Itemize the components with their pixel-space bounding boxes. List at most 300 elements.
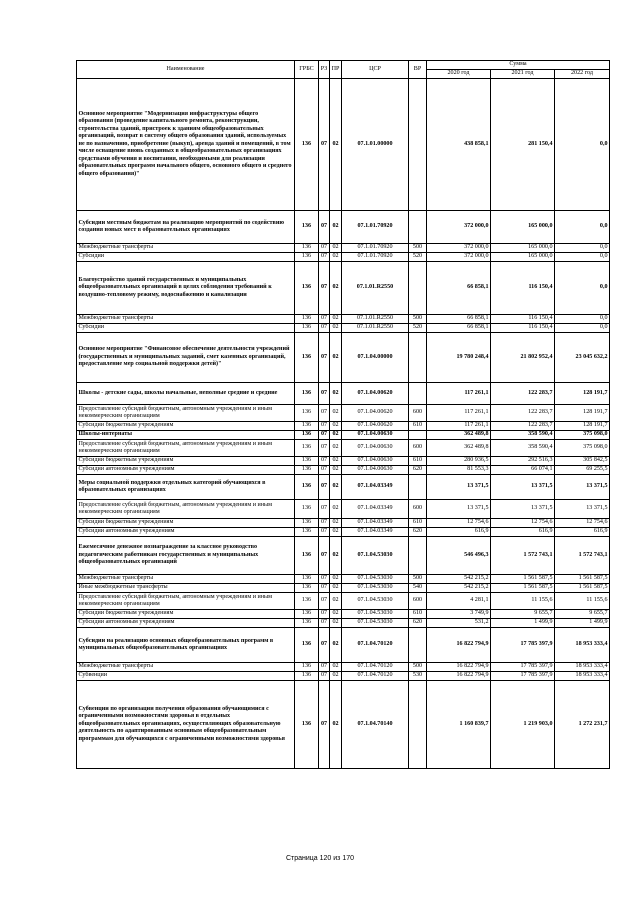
- row-grbs: 136: [295, 500, 319, 519]
- row-pr: 02: [330, 610, 342, 619]
- row-name: Предоставление субсидий бюджетным, автономным учреждениям и иным некоммерческим организациям: [77, 440, 295, 457]
- row-grbs: 136: [295, 628, 319, 663]
- row-grbs: 136: [295, 315, 319, 324]
- row-value-2022: 616,9: [555, 528, 610, 537]
- row-pr: 02: [330, 253, 342, 262]
- header-name: Наименование: [77, 61, 295, 79]
- row-value-2021: 281 150,4: [491, 79, 555, 211]
- row-value-2022: 375 098,0: [555, 440, 610, 457]
- row-rz: 07: [319, 262, 330, 315]
- header-grbs: ГРБС: [295, 61, 319, 79]
- header-sum: Сумма: [427, 61, 610, 70]
- row-name: Ежемесячное денежное вознаграждение за классное руководство педагогическим работникам государственных и муниципальных общеобразовательных организаций: [77, 537, 295, 575]
- row-value-2022: 0,0: [555, 324, 610, 333]
- table-row: [77, 383, 610, 405]
- row-pr: 02: [330, 315, 342, 324]
- row-vr: 610: [409, 610, 427, 619]
- row-grbs: 136: [295, 475, 319, 500]
- row-name: Школы-интернаты: [77, 431, 295, 440]
- row-pr: 02: [330, 457, 342, 466]
- row-rz: 07: [319, 211, 330, 244]
- header-year-2020: 2020 год: [427, 70, 491, 79]
- row-vr: 520: [409, 253, 427, 262]
- row-value-2021: 1 561 587,5: [491, 584, 555, 593]
- table-row: [77, 593, 610, 610]
- budget-table: [76, 60, 610, 769]
- row-grbs: 136: [295, 575, 319, 584]
- row-csr: 07.1.04.03349: [342, 528, 409, 537]
- row-pr: 02: [330, 333, 342, 383]
- row-value-2021: 1 499,9: [491, 619, 555, 628]
- row-value-2020: 66 858,1: [427, 262, 491, 315]
- row-vr: 610: [409, 422, 427, 431]
- row-name: Субсидии местным бюджетам на реализацию мероприятий по содействию создания новых мест в образовательных организациях: [77, 211, 295, 244]
- row-pr: 02: [330, 672, 342, 681]
- row-csr: 07.1.04.03349: [342, 500, 409, 519]
- row-csr: 07.1.04.70120: [342, 663, 409, 672]
- row-value-2022: 18 953 333,4: [555, 628, 610, 663]
- row-value-2020: 372 000,0: [427, 211, 491, 244]
- row-name: Субвенции по организации получения образования обучающимися с ограниченными возможностями здоровья в отдельных общеобразовательных организациях, осуществляющих образовательную деятельность по адаптированным основным общеобразовательным программам для обучающихся с ограниченными возможностями здоровья: [77, 681, 295, 769]
- row-csr: 07.1.01.R2550: [342, 262, 409, 315]
- row-name: Субсидии на реализацию основных общеобразовательных программ в муниципальных общеобразовательных организациях: [77, 628, 295, 663]
- row-vr: 500: [409, 315, 427, 324]
- row-value-2020: 362 489,8: [427, 440, 491, 457]
- row-csr: 07.1.04.53030: [342, 619, 409, 628]
- table-row: [77, 457, 610, 466]
- row-pr: 02: [330, 584, 342, 593]
- row-value-2021: 66 074,1: [491, 466, 555, 475]
- row-csr: 07.1.04.53030: [342, 593, 409, 610]
- row-csr: 07.1.04.00620: [342, 422, 409, 431]
- row-value-2020: 4 281,1: [427, 593, 491, 610]
- row-value-2020: 13 371,5: [427, 475, 491, 500]
- table-row: [77, 211, 610, 244]
- row-vr: 600: [409, 405, 427, 422]
- table-row: [77, 584, 610, 593]
- row-value-2022: 12 754,6: [555, 519, 610, 528]
- row-vr: 610: [409, 519, 427, 528]
- row-rz: 07: [319, 672, 330, 681]
- row-vr: [409, 79, 427, 211]
- row-name: Субсидии бюджетным учреждениям: [77, 610, 295, 619]
- row-name: Основное мероприятие "Финансовое обеспечение деятельности учреждений (государственных и муниципальных заданий, смет казенных организаций, предоставление мер социальной поддержки детей)": [77, 333, 295, 383]
- row-grbs: 136: [295, 619, 319, 628]
- row-name: Иные межбюджетные трансферты: [77, 584, 295, 593]
- header-year-2021: 2021 год: [491, 70, 555, 79]
- row-vr: 620: [409, 466, 427, 475]
- row-rz: 07: [319, 575, 330, 584]
- row-value-2021: 165 000,0: [491, 253, 555, 262]
- row-vr: 600: [409, 440, 427, 457]
- row-value-2021: 1 561 587,5: [491, 575, 555, 584]
- row-value-2020: 542 215,2: [427, 584, 491, 593]
- row-rz: 07: [319, 593, 330, 610]
- row-value-2022: 128 191,7: [555, 405, 610, 422]
- row-pr: 02: [330, 211, 342, 244]
- row-grbs: 136: [295, 324, 319, 333]
- row-csr: 07.1.04.03349: [342, 475, 409, 500]
- row-value-2020: 16 822 794,9: [427, 672, 491, 681]
- row-value-2021: 17 785 397,9: [491, 663, 555, 672]
- row-pr: 02: [330, 619, 342, 628]
- row-value-2022: 1 561 587,5: [555, 575, 610, 584]
- table-row: [77, 422, 610, 431]
- row-rz: 07: [319, 500, 330, 519]
- row-value-2021: 9 655,7: [491, 610, 555, 619]
- row-grbs: 136: [295, 262, 319, 315]
- row-grbs: 136: [295, 211, 319, 244]
- row-pr: 02: [330, 628, 342, 663]
- table-row: [77, 440, 610, 457]
- row-name: Предоставление субсидий бюджетным, автономным учреждениям и иным некоммерческим организациям: [77, 500, 295, 519]
- row-rz: 07: [319, 440, 330, 457]
- row-name: Благоустройство зданий государственных и муниципальных общеобразовательных организаций в целях соблюдения требований к воздушно-тепловому режиму, водоснабжению и канализации: [77, 262, 295, 315]
- row-grbs: 136: [295, 383, 319, 405]
- row-vr: [409, 537, 427, 575]
- row-value-2021: 12 754,6: [491, 519, 555, 528]
- row-value-2021: 116 150,4: [491, 324, 555, 333]
- row-grbs: 136: [295, 519, 319, 528]
- row-value-2021: 358 590,4: [491, 431, 555, 440]
- row-pr: 02: [330, 262, 342, 315]
- row-csr: 07.1.04.00000: [342, 333, 409, 383]
- row-csr: 07.1.04.00620: [342, 405, 409, 422]
- row-rz: 07: [319, 475, 330, 500]
- table-row: [77, 575, 610, 584]
- table-row: [77, 253, 610, 262]
- row-csr: 07.1.04.53030: [342, 575, 409, 584]
- row-name: Межбюджетные трансферты: [77, 663, 295, 672]
- row-rz: 07: [319, 528, 330, 537]
- row-value-2022: 69 255,5: [555, 466, 610, 475]
- row-name: Субсидии автономным учреждениям: [77, 619, 295, 628]
- row-csr: 07.1.04.00630: [342, 431, 409, 440]
- table-row: [77, 672, 610, 681]
- row-rz: 07: [319, 315, 330, 324]
- table-row: [77, 244, 610, 253]
- row-grbs: 136: [295, 431, 319, 440]
- row-value-2022: 11 155,6: [555, 593, 610, 610]
- row-csr: 07.1.01.00000: [342, 79, 409, 211]
- row-value-2022: 0,0: [555, 79, 610, 211]
- row-csr: 07.1.01.R2550: [342, 315, 409, 324]
- table-row: [77, 466, 610, 475]
- row-grbs: 136: [295, 663, 319, 672]
- row-rz: 07: [319, 79, 330, 211]
- row-name: Субсидии автономным учреждениям: [77, 466, 295, 475]
- row-value-2021: 165 000,0: [491, 211, 555, 244]
- row-rz: 07: [319, 383, 330, 405]
- row-name: Основное мероприятие "Модернизация инфраструктуры общего образования (проведение капитального ремонта, реконструкции, строительства зданий, пристроек к зданиям общеобразовательных организаций, возврат в систему общего образования зданий, используемых не по назначению, приобретение (выкуп), аренда зданий и помещений, в том числе оснащение вновь созданных в общеобразовательных организациях средствами обучения и воспитания, необходимыми для реализации образовательных программ начального общего, основного общего и среднего общего образования)": [77, 79, 295, 211]
- row-value-2020: 362 489,8: [427, 431, 491, 440]
- row-grbs: 136: [295, 253, 319, 262]
- row-name: Предоставление субсидий бюджетным, автономным учреждениям и иным некоммерческим организациям: [77, 405, 295, 422]
- row-vr: 530: [409, 672, 427, 681]
- row-grbs: 136: [295, 528, 319, 537]
- row-rz: 07: [319, 324, 330, 333]
- row-value-2022: 0,0: [555, 211, 610, 244]
- row-pr: 02: [330, 537, 342, 575]
- table-row: [77, 537, 610, 575]
- row-grbs: 136: [295, 537, 319, 575]
- row-value-2022: 1 561 587,5: [555, 584, 610, 593]
- row-pr: 02: [330, 422, 342, 431]
- row-value-2020: 66 858,1: [427, 315, 491, 324]
- table-row: [77, 681, 610, 769]
- row-name: Субсидии бюджетным учреждениям: [77, 422, 295, 431]
- row-rz: 07: [319, 466, 330, 475]
- row-pr: 02: [330, 681, 342, 769]
- table-row: [77, 528, 610, 537]
- row-rz: 07: [319, 537, 330, 575]
- row-name: Школы - детские сады, школы начальные, неполные средние и средние: [77, 383, 295, 405]
- table-row: [77, 610, 610, 619]
- row-value-2020: 372 000,0: [427, 253, 491, 262]
- row-value-2022: 1 499,9: [555, 619, 610, 628]
- row-grbs: 136: [295, 79, 319, 211]
- row-pr: 02: [330, 431, 342, 440]
- row-name: Субвенции: [77, 672, 295, 681]
- row-value-2021: 358 590,4: [491, 440, 555, 457]
- row-rz: 07: [319, 663, 330, 672]
- row-value-2022: 13 371,5: [555, 500, 610, 519]
- header-vr: ВР: [409, 61, 427, 79]
- row-grbs: 136: [295, 457, 319, 466]
- row-csr: 07.1.01.70920: [342, 253, 409, 262]
- row-csr: 07.1.01.70920: [342, 244, 409, 253]
- row-vr: [409, 681, 427, 769]
- row-grbs: 136: [295, 405, 319, 422]
- row-csr: 07.1.04.53030: [342, 610, 409, 619]
- table-row: [77, 475, 610, 500]
- row-rz: 07: [319, 244, 330, 253]
- row-value-2020: 117 261,1: [427, 383, 491, 405]
- row-value-2021: 13 371,5: [491, 475, 555, 500]
- row-csr: 07.1.04.00630: [342, 466, 409, 475]
- row-value-2021: 122 283,7: [491, 383, 555, 405]
- row-vr: [409, 628, 427, 663]
- row-value-2022: 0,0: [555, 315, 610, 324]
- row-value-2020: 546 496,3: [427, 537, 491, 575]
- row-value-2021: 17 785 397,9: [491, 672, 555, 681]
- row-value-2020: 13 371,5: [427, 500, 491, 519]
- row-vr: [409, 475, 427, 500]
- row-vr: [409, 211, 427, 244]
- row-vr: 600: [409, 593, 427, 610]
- row-pr: 02: [330, 466, 342, 475]
- row-value-2021: 21 802 952,4: [491, 333, 555, 383]
- row-value-2021: 11 155,6: [491, 593, 555, 610]
- table-row: [77, 500, 610, 519]
- row-csr: 07.1.01.R2550: [342, 324, 409, 333]
- table-row: [77, 405, 610, 422]
- row-value-2021: 1 219 903,0: [491, 681, 555, 769]
- row-vr: 500: [409, 244, 427, 253]
- table-row: [77, 79, 610, 211]
- row-name: Субсидии: [77, 253, 295, 262]
- row-rz: 07: [319, 681, 330, 769]
- row-value-2022: 128 191,7: [555, 383, 610, 405]
- row-grbs: 136: [295, 672, 319, 681]
- row-value-2022: 0,0: [555, 253, 610, 262]
- row-csr: 07.1.04.00630: [342, 440, 409, 457]
- row-value-2022: 0,0: [555, 262, 610, 315]
- row-pr: 02: [330, 324, 342, 333]
- row-grbs: 136: [295, 422, 319, 431]
- row-rz: 07: [319, 431, 330, 440]
- row-value-2020: 531,2: [427, 619, 491, 628]
- row-value-2022: 1 272 231,7: [555, 681, 610, 769]
- row-vr: [409, 333, 427, 383]
- row-value-2020: 12 754,6: [427, 519, 491, 528]
- row-rz: 07: [319, 457, 330, 466]
- row-value-2022: 305 842,5: [555, 457, 610, 466]
- row-name: Межбюджетные трансферты: [77, 315, 295, 324]
- header-pr: ПР: [330, 61, 342, 79]
- row-vr: 620: [409, 528, 427, 537]
- row-value-2022: 18 953 333,4: [555, 672, 610, 681]
- row-value-2021: 1 572 743,1: [491, 537, 555, 575]
- row-value-2020: 117 261,1: [427, 405, 491, 422]
- row-value-2021: 17 785 397,9: [491, 628, 555, 663]
- row-vr: 500: [409, 575, 427, 584]
- row-pr: 02: [330, 405, 342, 422]
- row-value-2020: 438 858,1: [427, 79, 491, 211]
- row-pr: 02: [330, 663, 342, 672]
- row-csr: 07.1.04.53030: [342, 537, 409, 575]
- row-value-2020: 66 858,1: [427, 324, 491, 333]
- page-footer: Страница 120 из 170: [285, 855, 355, 862]
- row-grbs: 136: [295, 593, 319, 610]
- header-year-2022: 2022 год: [555, 70, 610, 79]
- row-value-2020: 542 215,2: [427, 575, 491, 584]
- row-grbs: 136: [295, 466, 319, 475]
- row-value-2022: 9 655,7: [555, 610, 610, 619]
- row-grbs: 136: [295, 440, 319, 457]
- row-name: Субсидии бюджетным учреждениям: [77, 457, 295, 466]
- row-grbs: 136: [295, 333, 319, 383]
- row-pr: 02: [330, 79, 342, 211]
- row-csr: 07.1.04.53030: [342, 584, 409, 593]
- row-value-2020: 1 160 839,7: [427, 681, 491, 769]
- row-value-2021: 122 283,7: [491, 405, 555, 422]
- row-csr: 07.1.04.00620: [342, 383, 409, 405]
- row-value-2020: 616,9: [427, 528, 491, 537]
- row-value-2022: 375 098,0: [555, 431, 610, 440]
- row-rz: 07: [319, 253, 330, 262]
- row-value-2020: 16 822 794,9: [427, 628, 491, 663]
- row-csr: 07.1.04.70120: [342, 628, 409, 663]
- row-rz: 07: [319, 405, 330, 422]
- table-body: [77, 79, 610, 769]
- row-value-2022: 18 953 333,4: [555, 663, 610, 672]
- row-pr: 02: [330, 475, 342, 500]
- row-value-2021: 116 150,4: [491, 262, 555, 315]
- row-csr: 07.1.04.00630: [342, 457, 409, 466]
- row-csr: 07.1.04.70140: [342, 681, 409, 769]
- row-vr: 540: [409, 584, 427, 593]
- row-vr: [409, 383, 427, 405]
- row-vr: 620: [409, 619, 427, 628]
- row-pr: 02: [330, 244, 342, 253]
- row-csr: 07.1.04.03349: [342, 519, 409, 528]
- table-row: [77, 431, 610, 440]
- row-grbs: 136: [295, 681, 319, 769]
- row-name: Меры социальной поддержки отдельных категорий обучающихся в образовательных организациях: [77, 475, 295, 500]
- table-row: [77, 663, 610, 672]
- row-rz: 07: [319, 333, 330, 383]
- row-name: Субсидии бюджетным учреждениям: [77, 519, 295, 528]
- row-pr: 02: [330, 519, 342, 528]
- header-csr: ЦСР: [342, 61, 409, 79]
- row-value-2021: 13 371,5: [491, 500, 555, 519]
- row-vr: [409, 262, 427, 315]
- row-rz: 07: [319, 628, 330, 663]
- row-name: Предоставление субсидий бюджетным, автономным учреждениям и иным некоммерческим организациям: [77, 593, 295, 610]
- row-vr: 500: [409, 663, 427, 672]
- row-pr: 02: [330, 383, 342, 405]
- table-row: [77, 324, 610, 333]
- row-pr: 02: [330, 575, 342, 584]
- row-value-2021: 116 150,4: [491, 315, 555, 324]
- row-grbs: 136: [295, 244, 319, 253]
- row-value-2020: 16 822 794,9: [427, 663, 491, 672]
- row-value-2020: 81 553,3: [427, 466, 491, 475]
- row-value-2020: 19 780 248,4: [427, 333, 491, 383]
- row-value-2021: 122 283,7: [491, 422, 555, 431]
- row-name: Субсидии автономным учреждениям: [77, 528, 295, 537]
- row-pr: 02: [330, 500, 342, 519]
- row-value-2020: 117 261,1: [427, 422, 491, 431]
- row-value-2022: 23 045 632,2: [555, 333, 610, 383]
- row-value-2022: 128 191,7: [555, 422, 610, 431]
- row-grbs: 136: [295, 610, 319, 619]
- table-row: [77, 519, 610, 528]
- row-pr: 02: [330, 593, 342, 610]
- row-vr: 520: [409, 324, 427, 333]
- row-rz: 07: [319, 584, 330, 593]
- row-grbs: 136: [295, 584, 319, 593]
- row-value-2021: 616,9: [491, 528, 555, 537]
- table-row: [77, 333, 610, 383]
- row-rz: 07: [319, 422, 330, 431]
- table-row: [77, 315, 610, 324]
- row-value-2021: 292 516,3: [491, 457, 555, 466]
- row-value-2022: 13 371,5: [555, 475, 610, 500]
- row-value-2022: 1 572 743,1: [555, 537, 610, 575]
- row-value-2020: 372 000,0: [427, 244, 491, 253]
- row-vr: [409, 431, 427, 440]
- row-name: Межбюджетные трансферты: [77, 244, 295, 253]
- row-csr: 07.1.01.70920: [342, 211, 409, 244]
- row-rz: 07: [319, 519, 330, 528]
- table-row: [77, 262, 610, 315]
- row-value-2021: 165 000,0: [491, 244, 555, 253]
- table-row: [77, 628, 610, 663]
- row-value-2020: 3 749,9: [427, 610, 491, 619]
- row-value-2020: 280 936,5: [427, 457, 491, 466]
- row-vr: 610: [409, 457, 427, 466]
- row-csr: 07.1.04.70120: [342, 672, 409, 681]
- row-pr: 02: [330, 528, 342, 537]
- row-name: Межбюджетные трансферты: [77, 575, 295, 584]
- table-row: [77, 619, 610, 628]
- row-vr: 600: [409, 500, 427, 519]
- row-rz: 07: [319, 619, 330, 628]
- row-rz: 07: [319, 610, 330, 619]
- row-pr: 02: [330, 440, 342, 457]
